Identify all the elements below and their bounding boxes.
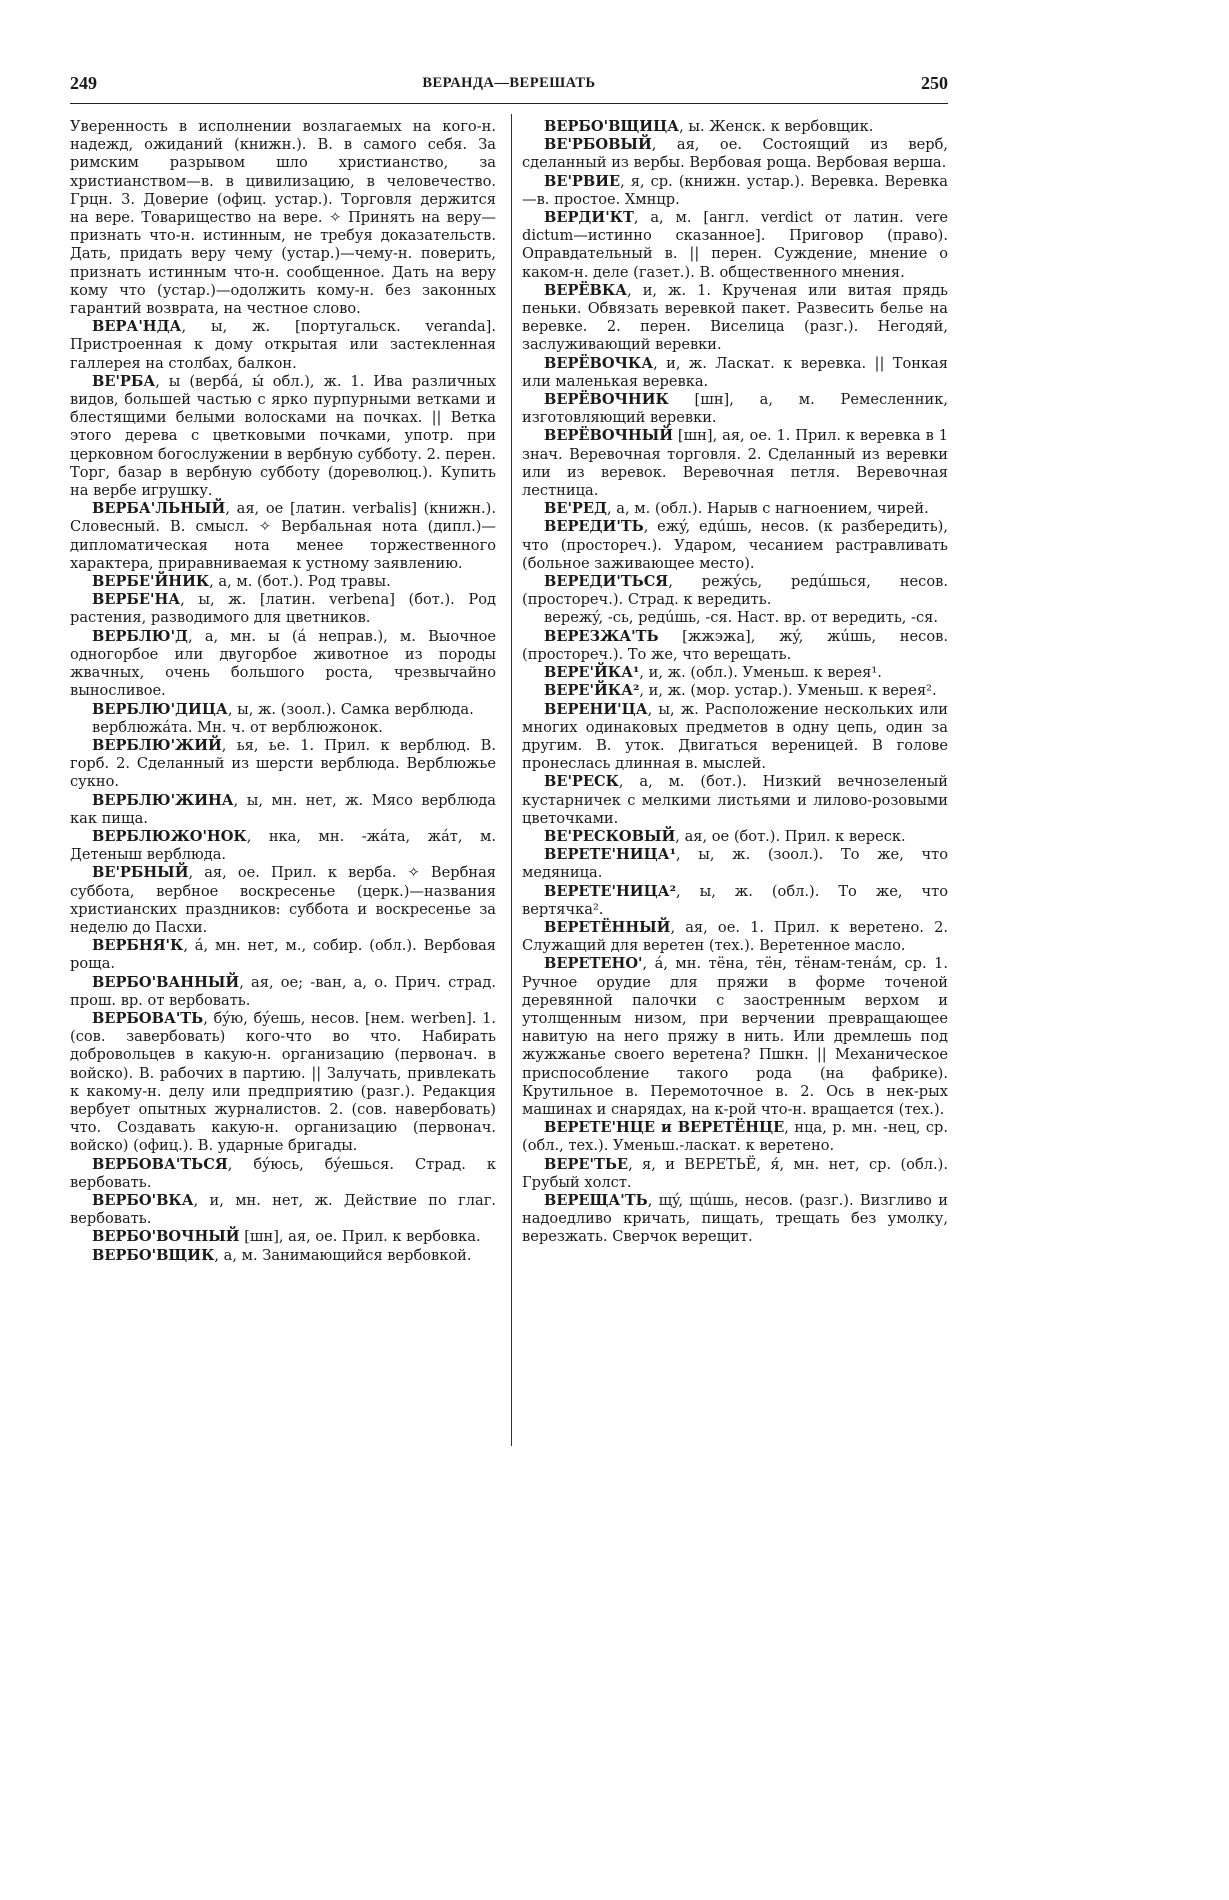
dictionary-entry: ВЕРЕТЕ'НИЦА¹, ы, ж. (зоол.). То же, что медяница.	[522, 846, 948, 882]
dictionary-entry: ВЕРЁВОЧНЫЙ [шн], ая, ое. 1. Прил. к веревка в 1 знач. Веревочная торговля. 2. Сделанный из веревки или из веревок. Веревочная петля. Веревочная лестница.	[522, 427, 948, 500]
headword: ВЕРЕТЕ'НЦЕ и ВЕРЕТЁНЦЕ	[544, 1119, 785, 1137]
headword: ВЕРЕТЕНО'	[544, 955, 643, 973]
dictionary-entry: ВЕРБО'ВАННЫЙ, ая, ое; -ван, а, о. Прич. страд. прош. вр. от вербовать.	[70, 973, 496, 1009]
dictionary-entry: ВЕРЕТЕ'НЦЕ и ВЕРЕТЁНЦЕ, нца, р. мн. -нец, ср. (обл., тех.). Уменьш.-ласкат. к веретено.	[522, 1119, 948, 1155]
headword: ВЕРА'НДА	[92, 318, 182, 336]
dictionary-entry: Уверенность в исполнении возлагаемых на кого-н. надежд, ожиданий (книжн.). В. в самого себя. За римским разрывом шло христианство, за христианством—в. в цивилизацию, в человечество. Грцн. 3. Доверие (офиц. устар.). Торговля держится на вере. Товарищество на вере. ✧ Принять на веру—признать что-н. истинным, не требуя доказательств. Дать, придать веру чему (устар.)—чему-н. поверить, признать истинным что-н. сообщенное. Дать на веру кому что (устар.)—одолжить кому-н. без законных гарантий возврата, на честное слово.	[70, 118, 496, 318]
dictionary-entry: ВЕРБЛЮ'ЖИЙ, ья, ье. 1. Прил. к верблюд. В. горб. 2. Сделанный из шерсти верблюда. Верблюжье сукно.	[70, 736, 496, 791]
headword: ВЕРЕТЁННЫЙ	[544, 918, 671, 936]
headword: ВЕРЕ'ЙКА²	[544, 682, 640, 700]
dictionary-entry: ВЕРЕТЁННЫЙ, ая, ое. 1. Прил. к веретено. 2. Служащий для веретен (тех.). Веретенное масло.	[522, 918, 948, 955]
headword: ВЕРДИ'КТ	[544, 209, 634, 227]
headword: ВЕРЕ'ЙКА¹	[544, 664, 640, 682]
headword: ВЕРБЛЮЖО'НОК	[92, 827, 247, 845]
right-column	[522, 118, 948, 1247]
dictionary-entry: ВЕРБО'ВЩИЦА, ы. Женск. к вербовщик.	[544, 118, 874, 135]
dictionary-entry: ВЕРЕ'ЙКА¹, и, ж. (обл.). Уменьш. к верея¹.	[544, 664, 882, 682]
dictionary-entry: ВЕРБЕ'НА, ы, ж. [латин. verbena] (бот.). Род растения, разводимого для цветников.	[70, 591, 496, 627]
dictionary-entry: ВЕРЕТЕ'НИЦА², ы, ж. (обл.). То же, что вертячка².	[522, 882, 948, 918]
headword: ВЕРБЛЮ'ЖИЙ	[92, 736, 222, 754]
headword: ВЕРЕНИ'ЦА	[544, 700, 648, 718]
dictionary-entry: ВЕРЕНИ'ЦА, ы, ж. Расположение нескольких или многих одинаковых предметов в одну цепь, один за другим. В. уток. Двигаться вереницей. В голове пронеслась длинная в. мыслей.	[522, 700, 948, 773]
headword: ВЕРБЛЮ'Д	[92, 627, 189, 645]
dictionary-entry: ВЕРБО'ВЩИК, а, м. Занимающийся вербовкой.	[92, 1246, 472, 1264]
dictionary-entry: ВЕРДИ'КТ, а, м. [англ. verdict от латин. vere dictum—истинно сказанное]. Приговор (право). Оправдательный в. || перен. Суждение, мнение о каком-н. деле (газет.). В. общественного мнения.	[522, 209, 948, 281]
dictionary-entry: ВЕРЕ'ЙКА², и, ж. (мор. устар.). Уменьш. к верея².	[544, 682, 937, 700]
headword: ВЕРЕДИ'ТЬСЯ	[544, 573, 669, 591]
dictionary-entry: ВЕРЕЗЖА'ТЬ [жжэжа], жý, жúшь, несов. (простореч.). То же, что верещать.	[522, 627, 948, 663]
headword: ВЕРБНЯ'К	[92, 937, 184, 955]
dictionary-entry: ВЕРЁВКА, и, ж. 1. Крученая или витая прядь пеньки. Обвязать веревкой пакет. Развесить белье на веревке. 2. перен. Виселица (разг.). Негодяй, заслуживающий веревки.	[522, 281, 948, 354]
dictionary-entry: верблюжáта. Мн. ч. от верблюжонок.	[92, 718, 383, 736]
headword: ВЕРБО'ВОЧНЫЙ	[92, 1228, 240, 1246]
headword: ВЕРБОВА'ТЬСЯ	[92, 1155, 228, 1173]
headword: ВЕРБО'ВЩИК	[92, 1246, 215, 1264]
headword: ВЕРБЕ'ЙНИК	[92, 573, 210, 591]
running-head: ВЕРАНДА—ВЕРЕШАТЬ	[422, 75, 596, 91]
dictionary-entry: ВЕРБЕ'ЙНИК, а, м. (бот.). Род травы.	[92, 573, 391, 591]
headword: ВЕРЕЗЖА'ТЬ	[544, 627, 659, 645]
headword: ВЕРБЛЮ'ЖИНА	[92, 791, 234, 809]
dictionary-entry: ВЕРБЛЮЖО'НОК, нка, мн. -жáта, жáт, м. Детеныш верблюда.	[70, 827, 496, 864]
right-page-number: 250	[921, 73, 948, 93]
headword: ВЕРБОВА'ТЬ	[92, 1009, 204, 1027]
headword: ВЕРЕДИ'ТЬ	[544, 518, 644, 536]
headword: ВЕ'РБНЫЙ	[92, 864, 189, 882]
dictionary-entry: ВЕРЕТЕНО', á, мн. тёна, тён, тёнам-тенáм, ср. 1. Ручное орудие для пряжи в форме точеной деревянной палочки с заостренным верхом и утолщенным низом, при верчении превращающее навитую на него пряжу в нить. Или дремлешь под жужжанье своего веретена? Пшкн. || Механическое приспособление такого рода (на фабрике). Крутильное в. Перемоточное в. 2. Ось в нек-рых машинах и снарядах, на к-рой что-н. вращается (тех.).	[522, 955, 948, 1118]
dictionary-entry: ВЕ'РВИЕ, я, ср. (книжн. устар.). Веревка. Веревка—в. простое. Хмнцр.	[522, 172, 948, 208]
headword: ВЕ'РБОВЫЙ	[544, 136, 652, 154]
column-divider	[511, 114, 512, 1446]
headword: ВЕРЁВОЧКА	[544, 354, 654, 372]
dictionary-entry: ВЕ'РЕД, а, м. (обл.). Нарыв с нагноением, чирей.	[544, 500, 929, 518]
headword: ВЕ'РЕСКОВЫЙ	[544, 827, 676, 845]
headword: ВЕ'РЕД	[544, 500, 607, 518]
dictionary-entry: ВЕ'РБОВЫЙ, ая, ое. Состоящий из верб, сделанный из вербы. Вербовая роща. Вербовая верша.	[522, 136, 948, 172]
dictionary-entry: ВЕРБОВА'ТЬСЯ, бýюсь, бýешься. Страд. к вербовать.	[70, 1155, 496, 1191]
dictionary-entry: ВЕРЕ'ТЬЕ, я, и ВЕРЕТЬЁ, я́, мн. нет, ср. (обл.). Грубый холст.	[522, 1155, 948, 1191]
headword: ВЕРБО'ВЩИЦА	[544, 118, 680, 135]
dictionary-entry: ВЕРБЛЮ'ЖИНА, ы, мн. нет, ж. Мясо верблюда как пища.	[70, 791, 496, 827]
dictionary-entry: ВЕРА'НДА, ы, ж. [португальск. veranda]. Пристроенная к дому открытая или застекленная галлерея на столбах, балкон.	[70, 318, 496, 372]
headword: ВЕРБО'ВАННЫЙ	[92, 973, 240, 991]
headword: ВЕРЕТЕ'НИЦА²	[544, 882, 676, 900]
page-header	[70, 72, 948, 94]
headword: ВЕ'РБА	[92, 372, 156, 390]
dictionary-entry: ВЕ'РБА, ы (вербá, ы́ обл.), ж. 1. Ива различных видов, большей частью с ярко пурпурными ветками и блестящими белыми волосками на почках. || Ветка этого дерева с цветковыми почками, употр. при церковном богослужении в вербную субботу. 2. перен. Торг, базар в вербную субботу (дореволюц.). Купить на вербе игрушку.	[70, 372, 496, 500]
dictionary-entry: ВЕРБНЯ'К, á, мн. нет, м., собир. (обл.). Вербовая роща.	[70, 937, 496, 973]
dictionary-entry: ВЕРБО'ВОЧНЫЙ [шн], ая, ое. Прил. к вербовка.	[92, 1228, 481, 1246]
dictionary-entry: ВЕ'РЕСКОВЫЙ, ая, ое (бот.). Прил. к вереск.	[544, 827, 906, 845]
dictionary-entry: ВЕРЁВОЧКА, и, ж. Ласкат. к веревка. || Тонкая или маленькая веревка.	[522, 354, 948, 390]
headword: ВЕРБА'ЛЬНЫЙ	[92, 500, 226, 518]
left-page-number: 249	[70, 73, 97, 93]
headword: ВЕРБЕ'НА	[92, 591, 181, 609]
dictionary-entry: ВЕРЕДИ'ТЬ, ежý, едúшь, несов. (к разбередить), что (простореч.). Ударом, чесанием растравливать (больное заживающее место).	[522, 518, 948, 572]
headword: ВЕ'РЕСК	[544, 773, 619, 791]
headword: ВЕРБЛЮ'ДИЦА	[92, 700, 228, 718]
headword: ВЕРЁВОЧНЫЙ	[544, 427, 674, 445]
headword: ВЕРЕ'ТЬЕ	[544, 1155, 629, 1173]
dictionary-entry: ВЕРБО'ВКА, и, мн. нет, ж. Действие по глаг. вербовать.	[70, 1191, 496, 1228]
headword: ВЕРЁВОЧНИК	[544, 391, 669, 409]
header-rule	[70, 103, 948, 104]
headword: ВЕРЕЩА'ТЬ	[544, 1191, 648, 1209]
headword: ВЕ'РВИЕ	[544, 172, 621, 190]
dictionary-entry: ВЕРЕДИ'ТЬСЯ, режýсь, редúшься, несов. (простореч.). Страд. к вередить.	[522, 573, 948, 609]
dictionary-entry: ВЕРБЛЮ'ДИЦА, ы, ж. (зоол.). Самка верблюда.	[92, 700, 474, 718]
headword: ВЕРЁВКА	[544, 281, 628, 299]
dictionary-entry: ВЕРБА'ЛЬНЫЙ, ая, ое [латин. verbalis] (книжн.). Словесный. В. смысл. ✧ Вербальная нота (дипл.)—дипломатическая нота менее торжественного характера, приравниваемая к устному заявлению.	[70, 500, 496, 572]
dictionary-entry: ВЕ'РБНЫЙ, ая, ое. Прил. к верба. ✧ Вербная суббота, вербное воскресенье (церк.)—названия христианских праздников: суббота и воскресенье за неделю до Пасхи.	[70, 864, 496, 936]
dictionary-entry: вережý, -сь, редúшь, -ся. Наст. вр. от вередить, -ся.	[544, 609, 938, 627]
dictionary-entry: ВЕРБОВА'ТЬ, бýю, бýешь, несов. [нем. werben]. 1. (сов. завербовать) кого-что во что. Набирать добровольцев в какую-н. организацию (первонач. в войско). В. рабочих в партию. || Залучать, привлекать к какому-н. делу или предприятию (разг.). Редакция вербует опытных журналистов. 2. (сов. навербовать) что. Создавать какую-н. организацию (первонач. войско) (офиц.). В. ударные бригады.	[70, 1009, 496, 1155]
dictionary-entry: ВЕ'РЕСК, а, м. (бот.). Низкий вечнозеленый кустарничек с мелкими листьями и лилово-розовыми цветочками.	[522, 773, 948, 827]
dictionary-entry: ВЕРЁВОЧНИК [шн], а, м. Ремесленник, изготовляющий веревки.	[522, 391, 948, 427]
headword: ВЕРБО'ВКА	[92, 1191, 194, 1209]
left-column	[70, 118, 496, 1265]
dictionary-entry: ВЕРЕЩА'ТЬ, щý, щúшь, несов. (разг.). Визгливо и надоедливо кричать, пищать, трещать без умолку, верезжать. Сверчок верещит.	[522, 1191, 948, 1246]
headword: ВЕРЕТЕ'НИЦА¹	[544, 846, 676, 864]
dictionary-entry: ВЕРБЛЮ'Д, а, мн. ы (á неправ.), м. Выочное одногорбое или двугорбое животное из породы жвачных, очень большого роста, чрезвычайно выносливое.	[70, 627, 496, 700]
